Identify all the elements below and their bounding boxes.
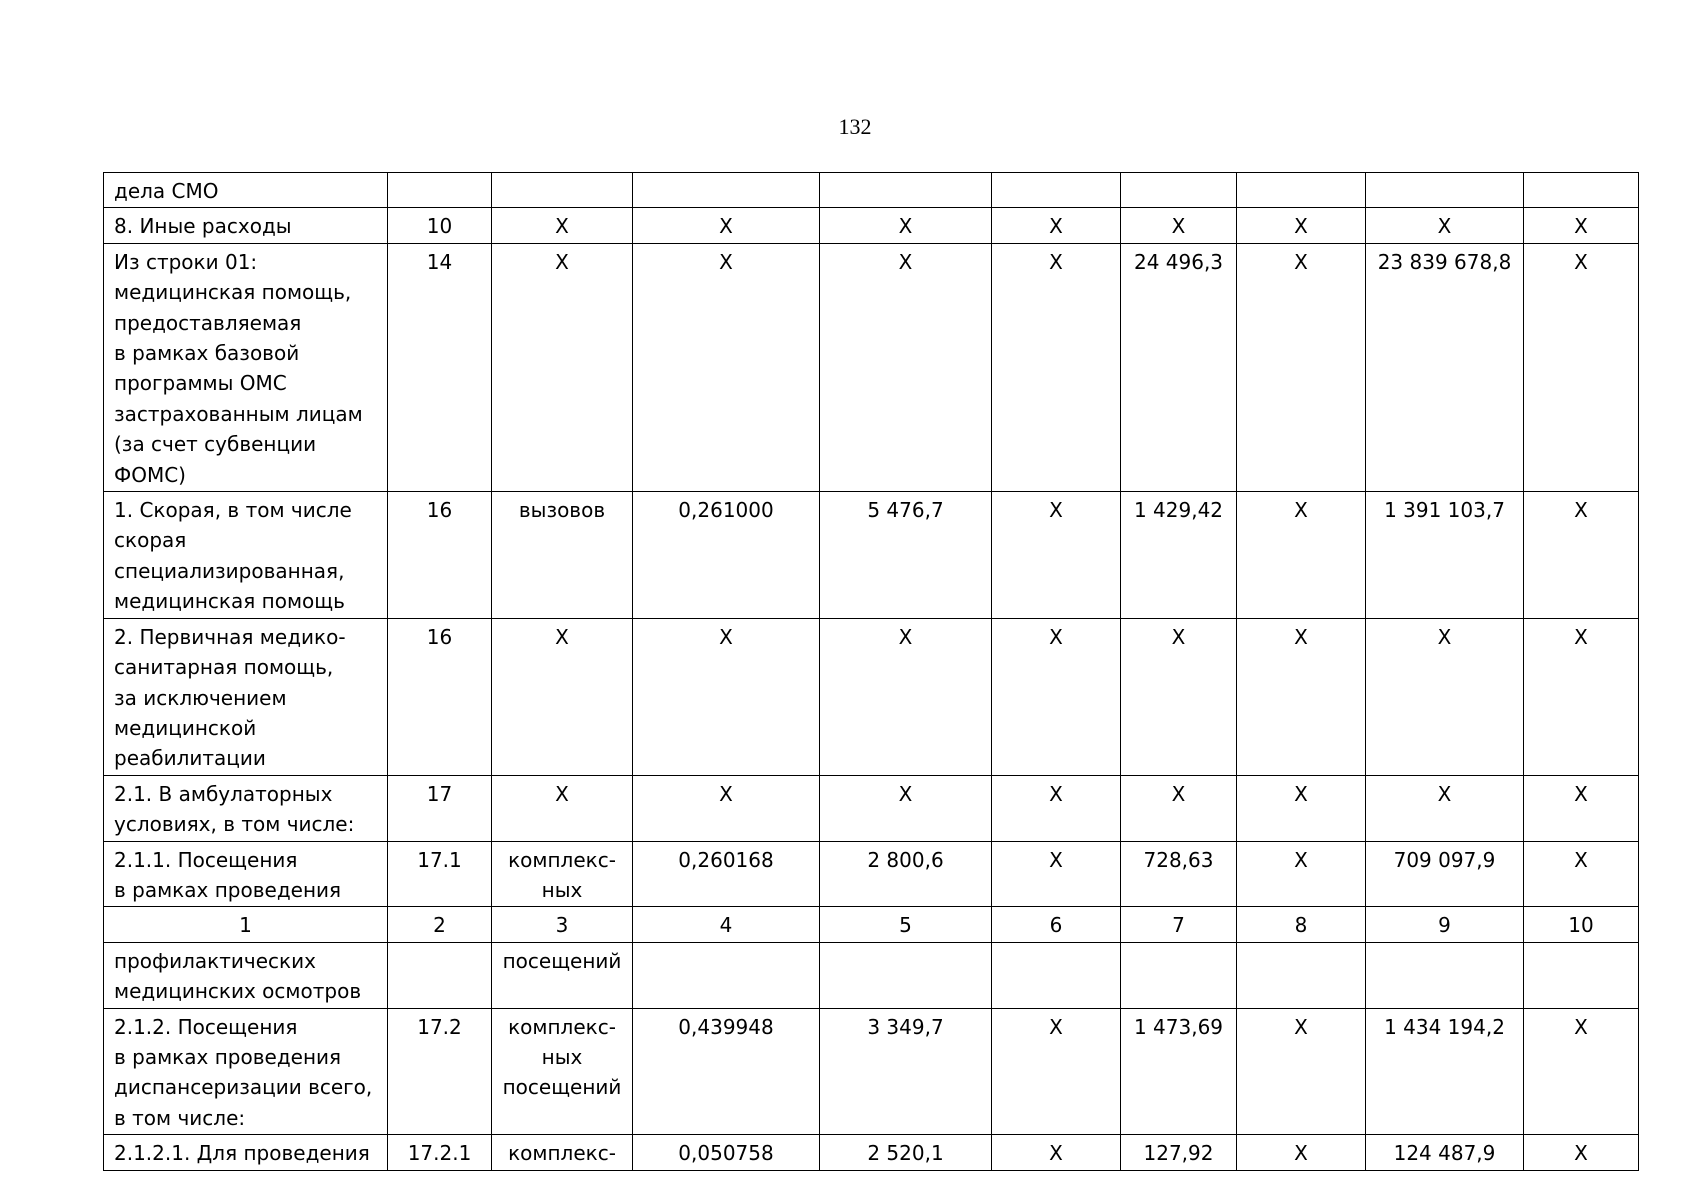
table-cell [992, 173, 1121, 208]
table-cell: 8 [1237, 907, 1366, 942]
table-cell: Х [1121, 208, 1237, 243]
table-cell: профилактических медицинских осмотров [104, 942, 388, 1008]
page-number: 132 [838, 114, 872, 139]
table-cell: Х [1121, 618, 1237, 775]
table-cell: 124 487,9 [1366, 1135, 1524, 1170]
table-cell: комплекс- ных [492, 841, 633, 907]
table-cell: 17.2 [388, 1008, 492, 1135]
table-cell: комплекс- [492, 1135, 633, 1170]
table-row [104, 173, 1639, 208]
table-cell [492, 173, 633, 208]
table-cell [1121, 173, 1237, 208]
table-cell: 728,63 [1121, 841, 1237, 907]
table-row [104, 841, 1639, 907]
table-cell [1366, 173, 1524, 208]
table-cell: 3 [492, 907, 633, 942]
table-cell: 17 [388, 775, 492, 841]
table-cell: Х [820, 208, 992, 243]
table-cell: Х [992, 243, 1121, 491]
table-cell: 2.1.1. Посещения в рамках проведения [104, 841, 388, 907]
table-cell: 1 391 103,7 [1366, 492, 1524, 619]
table-cell: посещений [492, 942, 633, 1008]
table-cell: Х [1237, 775, 1366, 841]
table-cell: Х [492, 618, 633, 775]
table-cell: 0,261000 [633, 492, 820, 619]
table-cell: Х [1237, 618, 1366, 775]
data-table [103, 172, 1639, 1171]
table-cell: Х [1121, 775, 1237, 841]
table-cell: 16 [388, 492, 492, 619]
table-cell: Х [633, 618, 820, 775]
table-row [104, 907, 1639, 942]
table-cell: Х [492, 243, 633, 491]
table-cell: Х [1524, 841, 1639, 907]
table-cell: Х [1366, 208, 1524, 243]
table-cell: Х [1524, 1008, 1639, 1135]
table-cell: 127,92 [1121, 1135, 1237, 1170]
table-row [104, 942, 1639, 1008]
table-cell: 5 476,7 [820, 492, 992, 619]
table-cell: 0,439948 [633, 1008, 820, 1135]
table-cell: Х [992, 775, 1121, 841]
table-cell [1121, 942, 1237, 1008]
table-cell: Х [992, 841, 1121, 907]
table-cell: 14 [388, 243, 492, 491]
table-cell: Х [1366, 775, 1524, 841]
table-row [104, 492, 1639, 619]
table-cell: Х [633, 775, 820, 841]
table-cell: 10 [1524, 907, 1639, 942]
table-cell: 3 349,7 [820, 1008, 992, 1135]
table-cell: Х [820, 618, 992, 775]
table-cell: Х [992, 1135, 1121, 1170]
table-cell [1524, 173, 1639, 208]
table-cell [633, 942, 820, 1008]
table-cell: 23 839 678,8 [1366, 243, 1524, 491]
table-cell: Х [1524, 1135, 1639, 1170]
table-cell: 2 800,6 [820, 841, 992, 907]
table-cell: комплекс- ных посещений [492, 1008, 633, 1135]
table-cell: 24 496,3 [1121, 243, 1237, 491]
table-cell: Х [992, 1008, 1121, 1135]
table-cell: Х [633, 208, 820, 243]
table-cell: 7 [1121, 907, 1237, 942]
table-cell: 17.1 [388, 841, 492, 907]
table-cell: 2. Первичная медико- санитарная помощь, за исключением медицинской реабилитации [104, 618, 388, 775]
table-body [104, 173, 1639, 1171]
table-cell: 16 [388, 618, 492, 775]
table-cell: 1 [104, 907, 388, 942]
table-cell [633, 173, 820, 208]
table-cell: Х [492, 775, 633, 841]
table-cell [820, 173, 992, 208]
table-row [104, 775, 1639, 841]
table-cell: Х [1524, 492, 1639, 619]
table-cell: 10 [388, 208, 492, 243]
table-cell: 5 [820, 907, 992, 942]
table-cell: 1 429,42 [1121, 492, 1237, 619]
table-cell: Х [820, 243, 992, 491]
table-cell [1237, 173, 1366, 208]
table-cell: 0,260168 [633, 841, 820, 907]
table-cell: Х [1524, 775, 1639, 841]
table-cell: дела СМО [104, 173, 388, 208]
table-cell: 2.1.2.1. Для проведения [104, 1135, 388, 1170]
table-row [104, 618, 1639, 775]
table-cell: Из строки 01: медицинская помощь, предоставляемая в рамках базовой программы ОМС застрахованным лицам (за счет субвенции ФОМС) [104, 243, 388, 491]
table-cell: 0,050758 [633, 1135, 820, 1170]
table-cell [992, 942, 1121, 1008]
table-cell: Х [1366, 618, 1524, 775]
table-cell: Х [1237, 1008, 1366, 1135]
table-cell: 2 520,1 [820, 1135, 992, 1170]
table-cell [1524, 942, 1639, 1008]
table-cell [820, 942, 992, 1008]
table-cell: 8. Иные расходы [104, 208, 388, 243]
table-cell: Х [1524, 243, 1639, 491]
table-cell [388, 942, 492, 1008]
table-cell: 9 [1366, 907, 1524, 942]
table-cell: 1. Скорая, в том числе скорая специализированная, медицинская помощь [104, 492, 388, 619]
table-cell: 709 097,9 [1366, 841, 1524, 907]
table-cell: Х [492, 208, 633, 243]
table-cell: 2.1.2. Посещения в рамках проведения диспансеризации всего, в том числе: [104, 1008, 388, 1135]
table-cell: Х [1524, 208, 1639, 243]
table-cell [1237, 942, 1366, 1008]
table-cell [388, 173, 492, 208]
table-cell: 17.2.1 [388, 1135, 492, 1170]
table-cell: Х [633, 243, 820, 491]
table-cell: Х [1237, 1135, 1366, 1170]
table-cell: Х [1237, 492, 1366, 619]
table-cell: Х [820, 775, 992, 841]
table-row [104, 1008, 1639, 1135]
table-cell [1366, 942, 1524, 1008]
table-cell: Х [1237, 243, 1366, 491]
table-cell: вызовов [492, 492, 633, 619]
table-cell: 6 [992, 907, 1121, 942]
table-cell: 1 434 194,2 [1366, 1008, 1524, 1135]
table-cell: 4 [633, 907, 820, 942]
table-cell: Х [1524, 618, 1639, 775]
table-row [104, 1135, 1639, 1170]
table-cell: Х [992, 618, 1121, 775]
table-cell: Х [1237, 841, 1366, 907]
table-cell: Х [992, 492, 1121, 619]
table-cell: Х [1237, 208, 1366, 243]
table-row [104, 208, 1639, 243]
table-row [104, 243, 1639, 491]
table-cell: 1 473,69 [1121, 1008, 1237, 1135]
table-cell: Х [992, 208, 1121, 243]
table-cell: 2.1. В амбулаторных условиях, в том числе: [104, 775, 388, 841]
table-cell: 2 [388, 907, 492, 942]
